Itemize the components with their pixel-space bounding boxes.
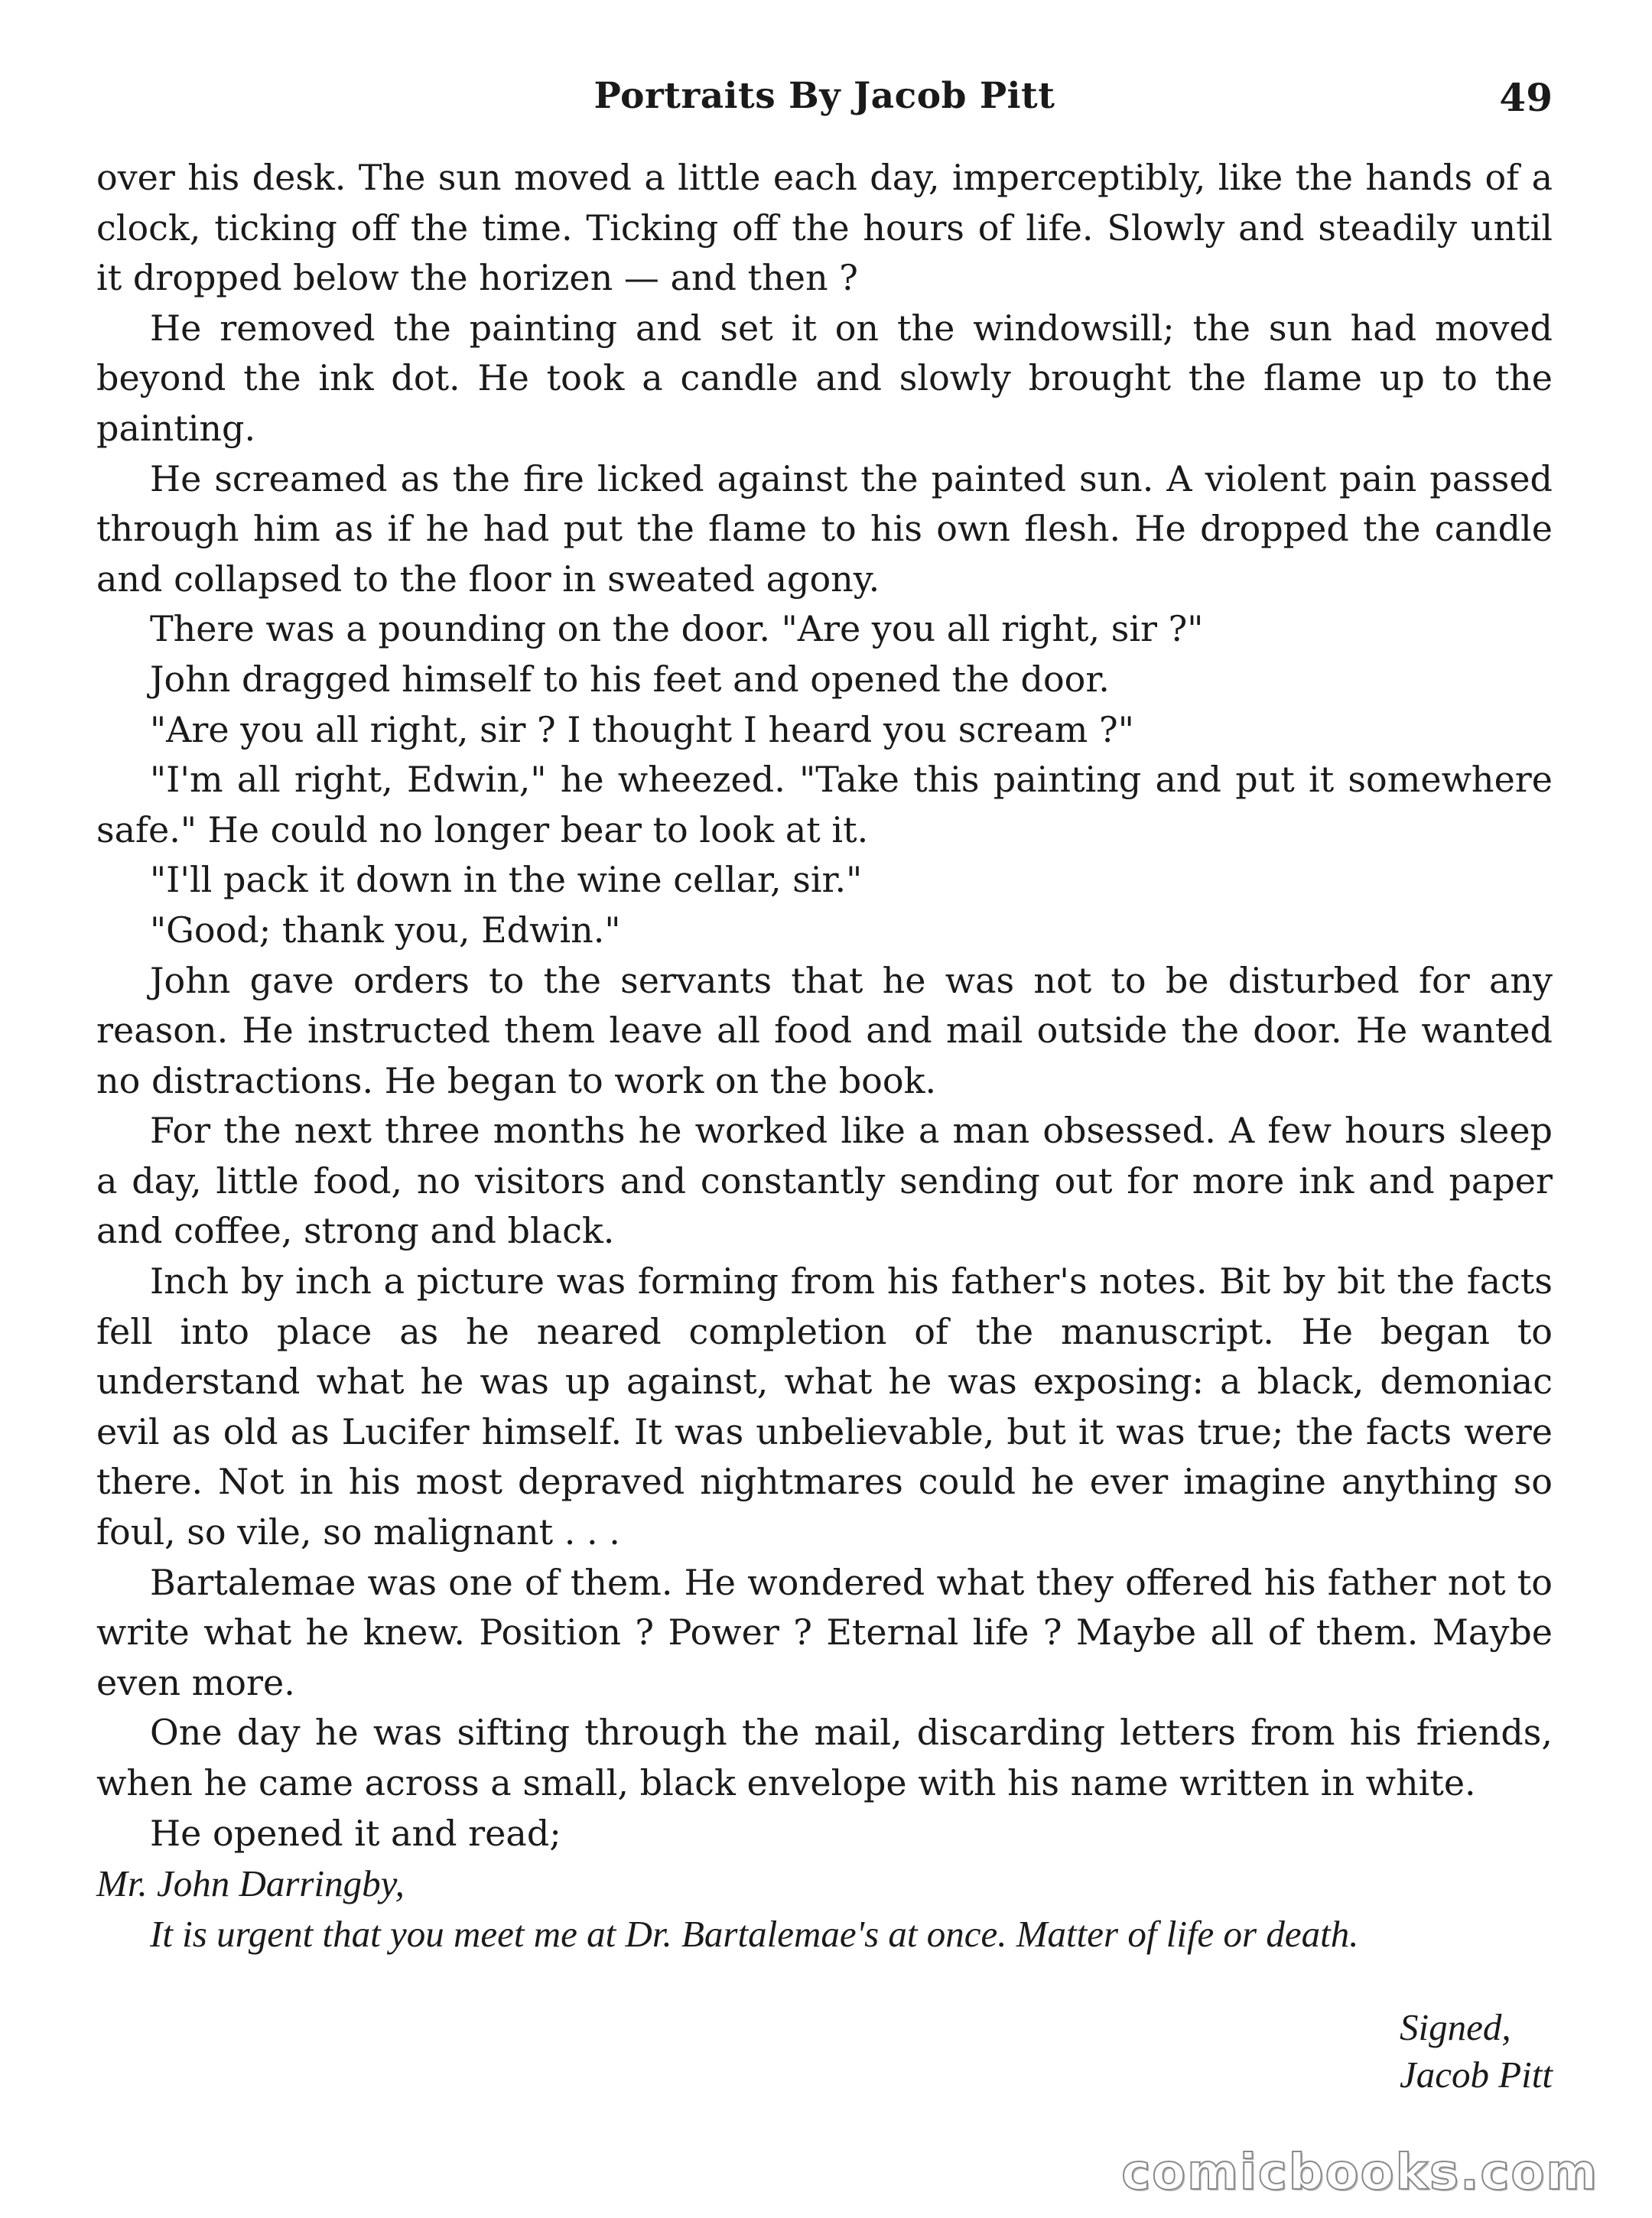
signature-name: Jacob Pitt [1399,2054,1553,2096]
paragraph: "I'll pack it down in the wine cellar, sir." [150,859,863,901]
story-body [96,153,1553,1959]
letter-text [96,1859,1553,1959]
paragraph: "Good; thank you, Edwin." [150,909,621,951]
signature-closing: Signed, [1399,2006,1511,2048]
paragraph: "Are you all right, sir ? I thought I heard you scream ?" [150,708,1134,750]
paragraph: Bartalemae was one of them. He wondered what they offered his father not to write what he knew. Position ? Power ? Eternal life ? Maybe all of them. Maybe even more. [96,1561,1553,1703]
paragraph: For the next three months he worked like a man obsessed. A few hours sleep a day, little food, no visitors and constantly sending out for more ink and paper and coffee, strong and black. [96,1110,1553,1252]
letter-salutation: Mr. John Darringby, [96,1862,405,1905]
paragraph: John gave orders to the servants that he was not to be disturbed for any reason. He instructed them leave all food and mail outside the door. He wanted no distractions. He began to work on the book. [96,959,1553,1101]
site-watermark: comicbooks.com [1121,2145,1598,2201]
page-header [96,75,1553,136]
page-number: 49 [1499,75,1553,120]
paragraph: over his desk. The sun moved a little each day, imperceptibly, like the hands of a clock, ticking off the time. Ticking off the hours of life. Slowly and steadily until it dropped below the horizen — and then ? [96,157,1553,299]
running-title: Portraits By Jacob Pitt [593,75,1055,117]
letter-signature [1400,2004,1553,2099]
paragraph: One day he was sifting through the mail, discarding letters from his friends, when he came across a small, black envelope with his name written in white. [96,1712,1553,1803]
paragraph: He removed the painting and set it on the windowsill; the sun had moved beyond the ink dot. He took a candle and slowly brought the flame up to the painting. [96,307,1553,449]
paragraph: He screamed as the fire licked against the painted sun. A violent pain passed through him as if he had put the flame to his own flesh. He dropped the candle and collapsed to the floor in sweated agony. [96,457,1553,600]
paragraph: "I'm all right, Edwin," he wheezed. "Take this painting and put it somewhere safe." He could no longer bear to look at it. [96,759,1553,850]
paragraph: Inch by inch a picture was forming from his father's notes. Bit by bit the facts fell into place as he neared completion of the manuscript. He began to understand what he was up against, what he was exposing: a black, demoniac evil as old as Lucifer himself. It was unbelievable, but it was true; the facts were there. Not in his most depraved nightmares could he ever imagine anything so foul, so vile, so malignant . . . [96,1260,1553,1553]
paragraph: There was a pounding on the door. "Are you all right, sir ?" [150,608,1204,650]
paragraph: He opened it and read; [150,1812,561,1854]
paragraph: John dragged himself to his feet and opened the door. [150,658,1110,700]
letter-body: It is urgent that you meet me at Dr. Bartalemae's at once. Matter of life or death. [150,1912,1359,1955]
